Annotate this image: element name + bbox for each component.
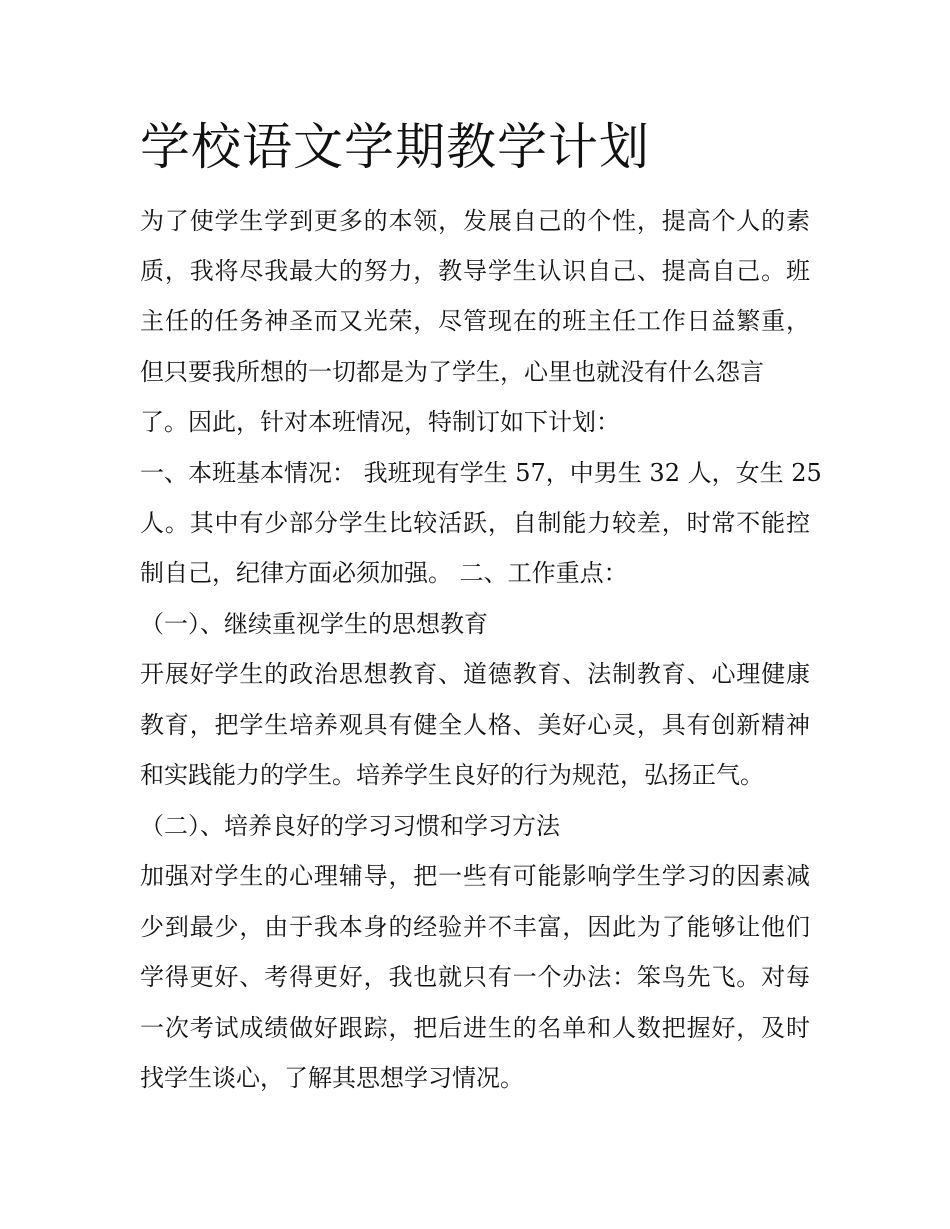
body-line-8: 制自己，纪律方面必须加强。 二、工作重点： — [140, 559, 628, 587]
body-line-18: 找学生谈心，了解其思想学习情况。 — [140, 1064, 524, 1092]
body-line-3: 主任的任务神圣而又光荣，尽管现在的班主任工作日益繁重， — [140, 307, 810, 335]
body-line-5: 了。因此，针对本班情况，特制订如下计划： — [140, 408, 620, 436]
body-line-10: 开展好学生的政治思想教育、道德教育、法制教育、心理健康 — [140, 660, 810, 688]
section-heading-1: （一）、继续重视学生的思想教育 — [140, 610, 488, 638]
body-line-2: 质，我将尽我最大的努力，教导学生认识自己、提高自己。班 — [140, 257, 810, 285]
body-line-11: 教育，把学生培养观具有健全人格、美好心灵，具有创新精神 — [140, 711, 810, 739]
body-line-4: 但只要我所想的一切都是为了学生，心里也就没有什么怨言 — [140, 358, 764, 386]
body-line-16: 学得更好、考得更好，我也就只有一个办法：笨鸟先飞。对每 — [140, 963, 810, 991]
body-line-7: 人。其中有少部分学生比较活跃，自制能力较差，时常不能控 — [140, 509, 810, 537]
body-line-12: 和实践能力的学生。培养学生良好的行为规范，弘扬正气。 — [140, 761, 764, 789]
body-line-15: 少到最少，由于我本身的经验并不丰富，因此为了能够让他们 — [140, 913, 810, 941]
body-line-6: 一、本班基本情况： 我班现有学生 57，中男生 32 人，女生 25 — [140, 459, 822, 487]
document-title: 学校语文学期教学计划 — [140, 118, 650, 176]
body-line-14: 加强对学生的心理辅导，把一些有可能影响学生学习的因素减 — [140, 862, 810, 890]
body-line-17: 一次考试成绩做好跟踪，把后进生的名单和人数把握好，及时 — [140, 1014, 810, 1042]
section-heading-2: （二）、培养良好的学习习惯和学习方法 — [140, 812, 560, 840]
body-line-1: 为了使学生学到更多的本领，发展自己的个性，提高个人的素 — [140, 207, 810, 235]
